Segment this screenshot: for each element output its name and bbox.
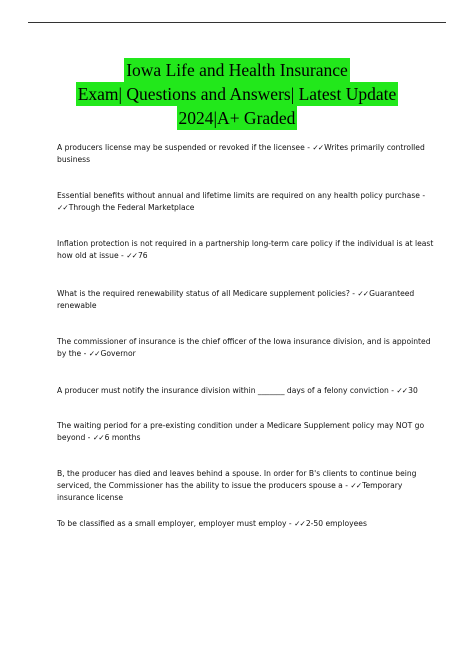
header-rule [28, 22, 446, 23]
qa-item [57, 336, 437, 360]
question-text: The waiting period for a pre-existing condition under a Medicare Supplement policy may NOT go beyond - [57, 421, 425, 442]
answer-text: 30 [408, 386, 418, 395]
question-text: Inflation protection is not required in a partnership long-term care policy if the individual is at least how old at issue - [57, 239, 434, 260]
qa-item [57, 518, 437, 530]
answer-text: Governor [100, 349, 136, 358]
title-line-3: 2024|A+ Graded [178, 108, 296, 128]
title-line-2: Exam| Questions and Answers| Latest Update [77, 84, 397, 104]
checkmark-icon: ✓✓ [92, 433, 104, 442]
checkmark-icon: ✓✓ [350, 481, 362, 490]
checkmark-icon: ✓✓ [57, 203, 68, 212]
answer-text: Writes primarily controlled business [57, 143, 425, 164]
qa-item [57, 238, 437, 262]
answer-text: 76 [137, 251, 148, 260]
checkmark-icon: ✓✓ [357, 289, 369, 298]
qa-item [57, 385, 437, 397]
answer-text: Temporary insurance license [57, 481, 403, 502]
qa-item [57, 190, 437, 214]
answer-text: Guaranteed renewable [57, 289, 415, 310]
qa-item [57, 288, 437, 312]
question-text: A producers license may be suspended or revoked if the licensee - [57, 143, 313, 152]
checkmark-icon: ✓✓ [396, 386, 408, 395]
checkmark-icon: ✓✓ [126, 251, 137, 260]
question-text: B, the producer has died and leaves behind a spouse. In order for B's clients to continue being serviced, the Commissioner has the ability to issue the producers spouse a - [57, 469, 417, 490]
question-text: The commissioner of insurance is the chief officer of the Iowa insurance division, and is appointed by the - [57, 337, 431, 358]
qa-item [57, 142, 437, 166]
checkmark-icon: ✓✓ [312, 143, 324, 152]
qa-item [57, 420, 437, 444]
question-text: Essential benefits without annual and lifetime limits are required on any health policy purchase - [57, 191, 426, 200]
question-text: A producer must notify the insurance division within _______ days of a felony conviction - [57, 386, 397, 395]
answer-text: Through the Federal Marketplace [68, 203, 195, 212]
question-text: To be classified as a small employer, employer must employ - [57, 519, 295, 528]
checkmark-icon: ✓✓ [294, 519, 305, 528]
qa-item [57, 468, 437, 504]
question-text: What is the required renewability status of all Medicare supplement policies? - [57, 289, 358, 298]
checkmark-icon: ✓✓ [88, 349, 100, 358]
answer-text: 6 months [104, 433, 141, 442]
answer-text: 2-50 employees [305, 519, 367, 528]
title-line-1: Iowa Life and Health Insurance [126, 60, 348, 80]
document-title [0, 58, 474, 130]
